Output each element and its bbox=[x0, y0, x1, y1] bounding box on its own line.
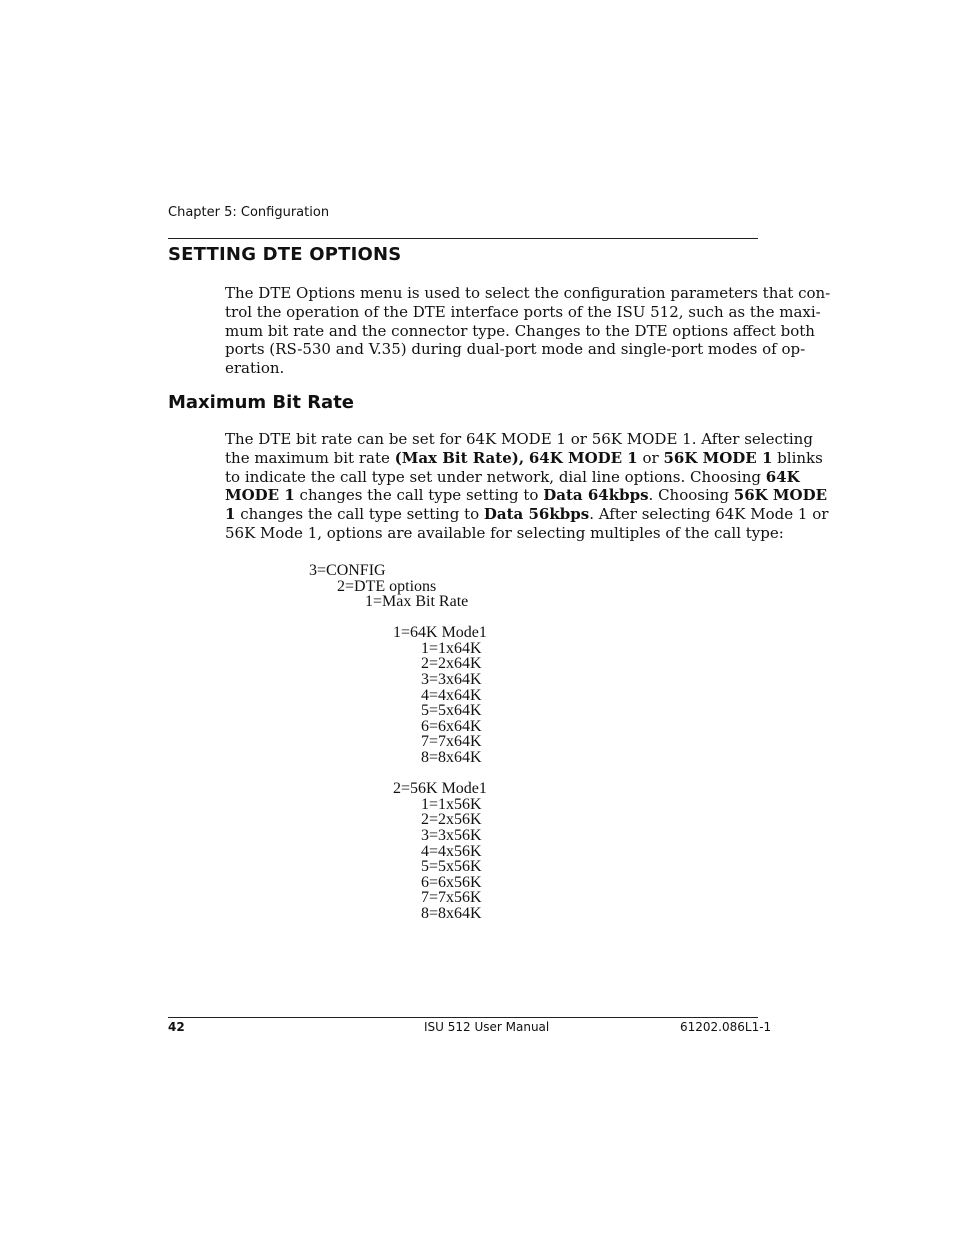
section-heading: SETTING DTE OPTIONS bbox=[168, 244, 402, 265]
menu-56k-option: 3=3x56K bbox=[421, 827, 482, 844]
text-line: eration. bbox=[225, 359, 285, 378]
text-line: The DTE bit rate can be set for 64K MODE 1 or 56K MODE 1. After selecting bbox=[225, 430, 813, 448]
menu-56k-option: 1=1x56K bbox=[421, 796, 482, 813]
text-line: ports (RS-530 and V.35) during dual-port mode and single-port modes of op- bbox=[225, 340, 806, 359]
text-line: 56K Mode 1, options are available for selecting multiples of the call type: bbox=[225, 523, 784, 542]
menu-56k-option: 4=4x56K bbox=[421, 843, 482, 860]
menu-64k-option: 8=8x64K bbox=[421, 749, 482, 766]
menu-56k-option: 2=2x56K bbox=[421, 811, 482, 828]
menu-56k-option: 8=8x64K bbox=[421, 905, 482, 922]
menu-64k-option: 4=4x64K bbox=[421, 687, 482, 704]
bit-rate-paragraph bbox=[225, 430, 829, 543]
menu-56k-mode: 2=56K Mode1 bbox=[393, 780, 487, 797]
header-rule bbox=[168, 238, 758, 239]
menu-64k-option: 5=5x64K bbox=[421, 702, 482, 719]
menu-64k-option: 2=2x64K bbox=[421, 655, 482, 672]
document-number: 61202.086L1-1 bbox=[680, 1020, 772, 1034]
text-line: The DTE Options menu is used to select the configuration parameters that con- bbox=[225, 284, 831, 302]
text-line: the maximum bit rate (Max Bit Rate), 64K MODE 1 or 56K MODE 1 blinks bbox=[225, 448, 823, 467]
text-line: to indicate the call type set under network, dial line options. Choosing 64K bbox=[225, 467, 800, 486]
page-number: 42 bbox=[168, 1020, 185, 1034]
text-line: mum bit rate and the connector type. Changes to the DTE options affect both bbox=[225, 321, 815, 340]
menu-config: 3=CONFIG bbox=[309, 562, 386, 579]
menu-64k-mode: 1=64K Mode1 bbox=[393, 624, 487, 641]
menu-56k-option: 7=7x56K bbox=[421, 889, 482, 906]
menu-max-bit-rate: 1=Max Bit Rate bbox=[365, 593, 469, 610]
menu-dte-options: 2=DTE options bbox=[337, 578, 437, 595]
menu-64k-option: 1=1x64K bbox=[421, 640, 482, 657]
text-line: 1 changes the call type setting to Data 56kbps. After selecting 64K Mode 1 or bbox=[225, 505, 829, 524]
menu-56k-option: 5=5x56K bbox=[421, 858, 482, 875]
running-header: Chapter 5: Configuration bbox=[168, 205, 330, 220]
footer-rule bbox=[168, 1017, 758, 1018]
menu-64k-option: 3=3x64K bbox=[421, 671, 482, 688]
menu-64k-option: 6=6x64K bbox=[421, 718, 482, 735]
menu-64k-option: 7=7x64K bbox=[421, 733, 482, 750]
text-line: MODE 1 changes the call type setting to Data 64kbps. Choosing 56K MODE bbox=[225, 486, 828, 505]
intro-paragraph bbox=[225, 284, 831, 378]
manual-title: ISU 512 User Manual bbox=[424, 1020, 550, 1034]
text-line: trol the operation of the DTE interface ports of the ISU 512, such as the maxi- bbox=[225, 302, 821, 321]
subsection-heading: Maximum Bit Rate bbox=[168, 392, 355, 413]
menu-56k-option: 6=6x56K bbox=[421, 874, 482, 891]
